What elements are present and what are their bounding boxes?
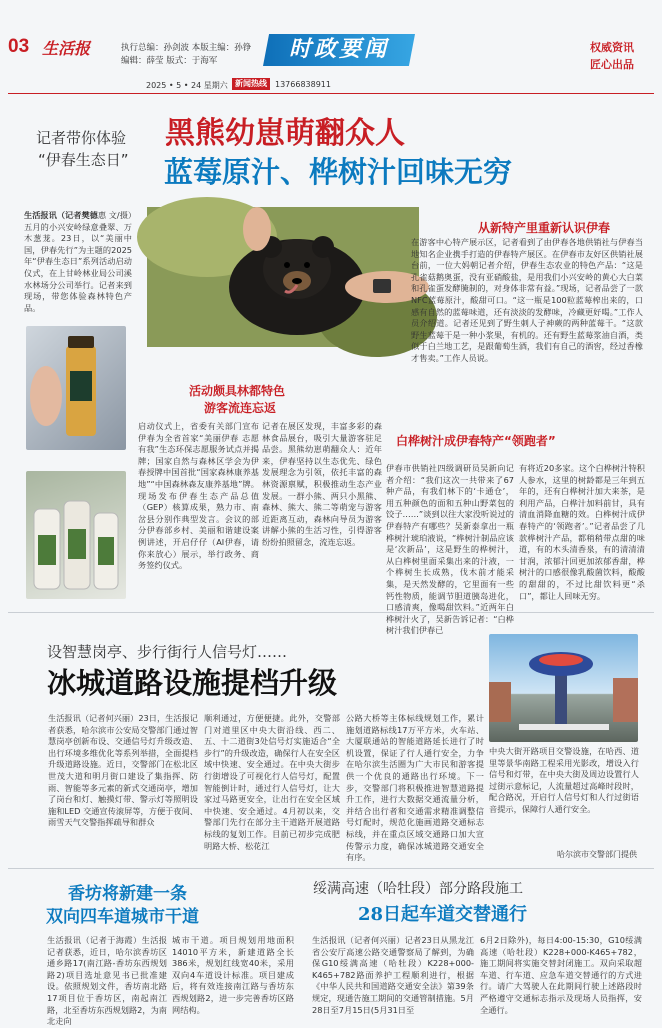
date-line: 2025 • 5 • 24 星期六: [146, 81, 228, 90]
story1-lead-byline: 生活报讯（记者樊德: [24, 210, 98, 220]
story1-section-head-1: 从新特产里重新认识伊春: [478, 221, 611, 235]
story1-headline-1: 黑熊幼崽萌翻众人: [165, 116, 405, 151]
story2-body-col-1-text: 生活报讯（记者何兴丽）23日，生活报记者获悉，哈尔滨市公安局交警部门通过智慧岗亭创新布设、交通信号灯升级改造、出行环境多维优化等系列举措，全面提档升级道路设施。近日，交警部门在松北区世茂大道和明月街口建设了集指挥、防雨、智能等多元素的新式交通岗亭，增加了岗台和灯、触摸灯带、警示灯等照明设施和LED 交通宣传滚屏等，方便于夜间、雨雪天气交警指挥疏导和群众: [48, 713, 198, 828]
birch-juice-photo: [26, 471, 126, 599]
story1-body-right-2a: 伊春市供销社四级调研员吴新向记者介绍：“我们这次一共带来了67种产品，有我们林下的‘卡通仓’，用五种颜色的面和五种山野菜包的饺子……”谈到以往大家没听说过的伊春特产有哪些？吴新泰拿出一瓶桦树汁琥珀液说，“桦树汁制品应该是‘次新品’，这是野生的桦树汁，从白桦树里面采集出来的汁液，一个桦树生长成熟，伐木前才能采集，是天然发酵的，它里面有一些钙性物质，能调节胆道胰岛进化，口感清爽，像喝甜饮料。”近两年白桦树汁火了，吴新告诉记者：“白桦树汁我们伊春已: [386, 463, 514, 636]
story1-body-right-2b: 有将近20多家。这个白桦树汁特积人参水，这里的树龄都是三年到五年的，还有白桦树汁加大来茶，是利用产品，白桦汁加料前甘，具有清血消降血糖的效。白桦树汁成伊春特产的‘领跑者’。”记者品尝了几款桦树汁产品，都稍稍带点甜的味道，有的木头清香泉，有的清清清甘润，浓郁汁回更加浓郁香甜，桦树汁的口感很像乳酸菌饮料，酸酸的甜甜的，不过比甜饮料更“杀口”，都让人回味无穷。: [519, 463, 645, 601]
bear-cub-photo: [147, 207, 419, 347]
story4-kicker: 绥满高速（哈牡段）部分路段施工: [313, 881, 523, 897]
story1-body-col-2: 记者在展区发现，丰富多彩的森林食品展台，吸引大量游客驻足品尝。黑熊幼崽萌翻众人：近年来，伊春坚持以生态优先、绿色发展理念为引领，依托丰富的森林资源禀赋，积极推动生态产业发展。一群小熊、两只小黑熊、森林、熊大、熊二等萌宠与游客近距离互动，森林向导员为游客讲解小熊的生活习性，引得游客纷纷拍照留念，流连忘返。: [262, 421, 382, 547]
story-panda-kicker-2: “伊春生态日”: [38, 151, 129, 169]
story2-kicker: 设智慧岗亭、步行街行人信号灯……: [47, 643, 288, 661]
story2-bottom-rule: [8, 868, 654, 869]
story4-body-col-2: 6月2日除外)，每日4:00-15:30，G10绥满高速（哈牡段）K228+000-K465+782，施工期间将实施交替封闭施工。双向采取超车道、行车道、应急车道交替通行的方式进行。请广大驾驶人在此期间行驶上述路段时严格遵守交通标志指示及现场人员指挥，安全通行。: [480, 935, 642, 1015]
story1-body-right-1: 在游客中心特产展示区，记者看到了由伊春各地供销社与伊春当地知名企业携手打造的伊春特产展区。在伊春市友好区供销社展台前，一位大妈朝记者介绍，伊春生态农业的特色产品：“这是孔雀菇鹅奥蛋，没有亚硝酸盐，是用我们小兴安岭的黄心大白菜和孔雀蛋发酵腌制的，对身体非常有益。”现场，记者品尝了一款NFC蓝莓原汁，酸甜可口。“这一瓶是100粒蓝莓榨出来的，口感有自然的蓝莓味道，还有淡淡的发酵味，冷藏更好喝。”工作人员介绍道。记者还见到了野生刺人子神蕨的两种蓝莓干。“这款野生蓝莓干是一种小浆果，有机的。还有野生蓝莓浆油自酒，类似于白兰地工艺，是跟葡萄生酒，我们有自己的酒窖，经过香橡才售卖。”工作人员说。: [411, 237, 643, 363]
story1-headline-2: 蓝莓原汁、桦树汁回味无穷: [164, 155, 513, 189]
story1-lead: [24, 210, 132, 322]
section-title: 时政要闻: [288, 37, 389, 62]
slogan-line-2: 匠心出品: [590, 58, 634, 71]
story-panda-kicker-1: 记者带你体验: [36, 129, 127, 147]
traffic-kiosk-photo: [489, 634, 638, 742]
story2-body-col-4: 中央大街开路项目交警设施，在哈西、道里等景华南路工程采用光影改，增设入行信号和灯带，在中央大街及周边设置行人过街示意标记，人流量超过高峰时段时，配合路况，开启行人信号灯和人行过街语音提示，保障行人通行安全。: [489, 746, 639, 814]
story3-headline-1: 香坊将新建一条: [68, 884, 187, 904]
story1-subhead-1: 活动颇具林都特色: [189, 384, 286, 398]
story2-body-col-1: [48, 713, 198, 861]
editors-line-1: 执行总编：孙剑波 本版主编：孙铮: [121, 43, 252, 53]
story1-body-col-1: 启动仪式上，省委有关部门宣布伊春为全省首家“美丽伊春 志愿有我”生态环保志愿服务试点并揭牌；国家自然与森林区学会为伊春授牌中国首批“国家森林康养基地”“中国森林森友康养基地”牌。现场发布伊春生态产品总值（GEP）核算成果，熟力市、南岔县分别作典型发言。会议的部分伊春部乡村、美丽和谐建设案例讲述，开启仔仔（AI伊春，请你来放心）展示，举行政务、商务签约仪式。: [138, 421, 259, 571]
story4-headline: 28日起车道交替通行: [358, 904, 528, 925]
paper-name-logo: 生活报: [42, 39, 91, 58]
masthead-rule: [8, 93, 654, 94]
story3-headline-2: 双向四车道城市干道: [46, 907, 199, 927]
story1-bottom-rule: [8, 612, 654, 613]
story4-body-col-1: 生活报讯（记者何兴丽）记者23日从黑龙江省公安厅高速公路交通警察局了解到，为确保G10绥满高速（哈牡段）K228+000-K465+782路面养护工程顺利进行，根据《中华人民共和国道路交通安全法》第39条规定，现通告施工期间的交通管制措施。5月28日至7月15日(5月31日至: [312, 935, 474, 1015]
story1-section-head-2: 白桦树汁成伊春特产“领跑者”: [396, 434, 556, 448]
story3-body-col-2: 城市干道。项目规划用地面积14010平方米，新建道路全长386米，规划红线宽40米，采用双向4车道设计标准。项目建成后，将有效连接南江路与香坊东西规划路2，进一步完善香坊区路网结构。: [172, 935, 294, 1015]
masthead: [0, 0, 662, 98]
slogan-line-1: 权威资讯: [590, 41, 634, 54]
story1-subhead-2: 游客流连忘返: [204, 401, 277, 415]
hotline-number: 13766838911: [275, 80, 331, 89]
hotline-badge: 新闻热线: [232, 78, 270, 90]
story3-body-col-1: 生活报讯（记者于海霞）生活报记者获悉，近日，哈尔滨香坊区通乡路17(南江路-香坊东西规划路2)项目选址意见书已批准建设。依照规划文件，香坊南北路17项目位于香坊区，南起南江路，北至香坊东西规划路2，为南北走向: [47, 935, 167, 1027]
page-number: 03: [8, 36, 30, 57]
product-jar-photo: [26, 326, 126, 450]
story1-lead-body: 惠 文/摄）五月的小兴安岭绿意叠翠、万木葱茏。23日，以“美丽中国，伊春先行”为主题的2025年“伊春生态日”系列活动启动仪式，在上甘岭林业局公司溪水林场分公司举行。记者来到现场，带您体验森林特色产品。: [24, 210, 132, 313]
story2-body-col-3: 公路大桥等主体标线规划工作，累计施划道路标线17万平方米，火车站、大厦联通站的智能道路延长进行了时机设置，保证了行人通行安全，力争在哈尔滨生活圈为广大市民和游客提供一个优良的通路出行环境。下一步，交警部门将积极推进智慧道路提升工作，进行大数据交通流量分析，并结合出行者和交通需求精准调整信号灯配时，规范化施画道路交通标志标线，并在重点区域交通路口加大宣传警示力度，确保冰城道路交通安全有序。: [346, 713, 484, 863]
editors-line-2: 编辑：薛莹 版式：于海军: [121, 56, 218, 66]
story2-photo-credit: 哈尔滨市交警部门提供: [557, 850, 637, 859]
story2-body-col-2: 顺利通过，方便便捷。此外，交警部门对道里区中央大街沿线、西二、五、十二道街3处信号灯实施适合“全步行”的升级改造，确保行人在安全区域中快速、安全通过。在中央大街步行街增设了可视化行人信号灯，配置智能倒计时，通过行人信号灯，让大家过马路更安全，让出行在安全区域中快速、安全通过。4月初以来，交警部门先行在部分主干道路开展道路标线的复划工作。目前已初步完成肥明路大桥、松花江: [204, 713, 340, 851]
story2-headline: 冰城道路设施提档升级: [47, 666, 338, 700]
